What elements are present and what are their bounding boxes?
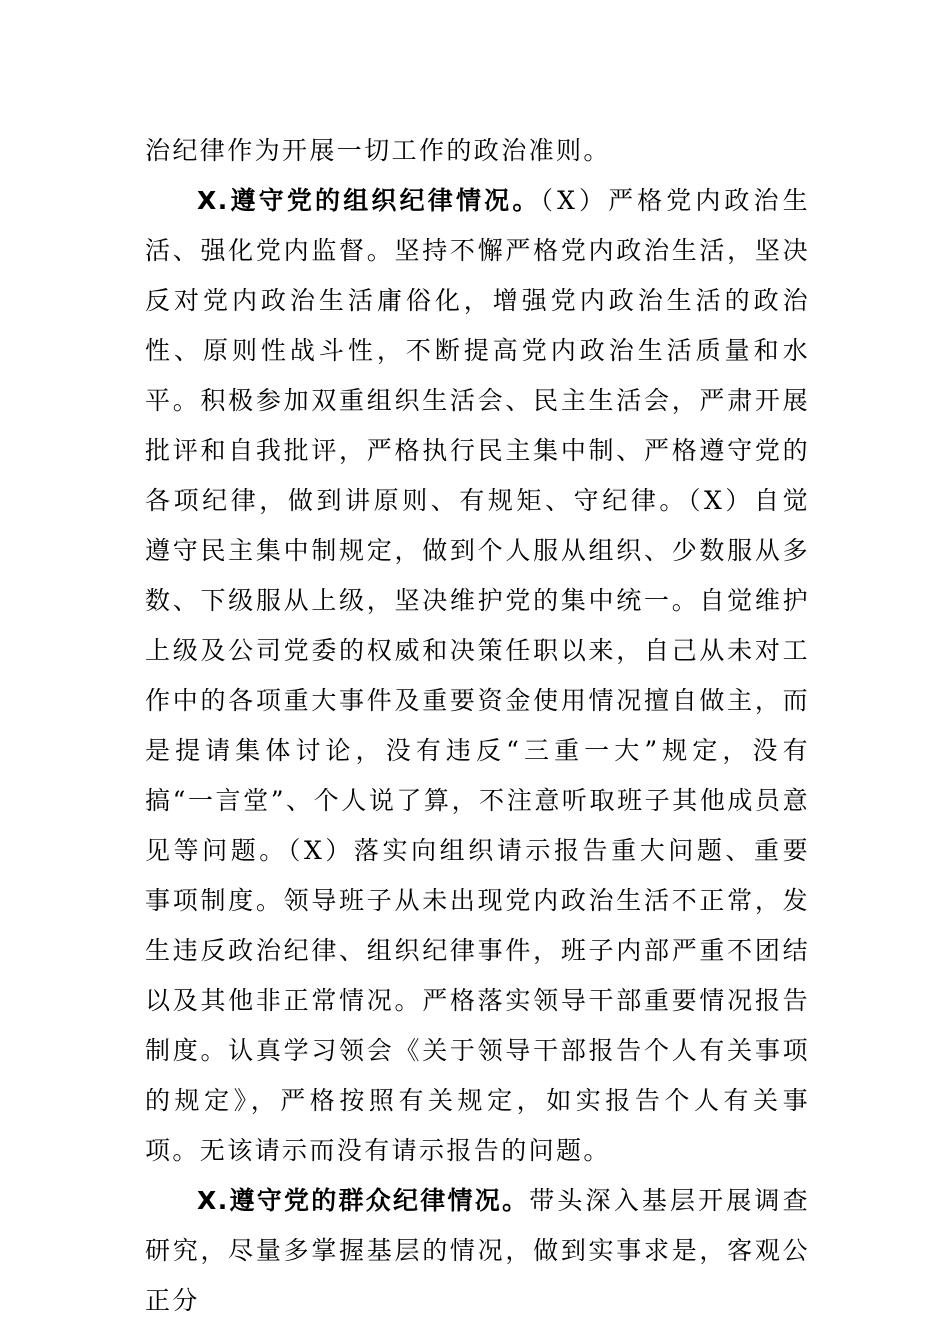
paragraph-continuation bbox=[145, 126, 810, 176]
paragraph-organizational-discipline bbox=[145, 176, 810, 1176]
section-heading: X.遵守党的组织纪律情况。 bbox=[197, 186, 541, 215]
section-heading: X.遵守党的群众纪律情况。 bbox=[197, 1186, 530, 1215]
document-body bbox=[145, 126, 810, 1326]
paragraph-text: （X）严格党内政治生活、强化党内监督。坚持不懈严格党内政治生活，坚决反对党内政治生活庸俗化，增强党内政治生活的政治性、原则性战斗性，不断提高党内政治生活质量和水平。积极参加双重组织生活会、民主生活会，严肃开展批评和自我批评，严格执行民主集中制、严格遵守党的各项纪律，做到讲原则、有规矩、守纪律。（X）自觉遵守民主集中制规定，做到个人服从组织、少数服从多数、下级服从上级，坚决维护党的集中统一。自觉维护上级及公司党委的权威和决策任职以来，自己从未对工作中的各项重大事件及重要资金使用情况擅自做主，而是提请集体讨论，没有违反“三重一大”规定，没有搞“一言堂”、个人说了算，不注意听取班子其他成员意见等问题。（X）落实向组织请示报告重大问题、重要事项制度。领导班子从未出现党内政治生活不正常，发生违反政治纪律、组织纪律事件，班子内部严重不团结以及其他非正常情况。严格落实领导干部重要情况报告制度。认真学习领会《关于领导干部报告个人有关事项的规定》，严格按照有关规定，如实报告个人有关事项。无该请示而没有请示报告的问题。 bbox=[145, 186, 810, 1165]
paragraph-text: 治纪律作为开展一切工作的政治准则。 bbox=[145, 136, 611, 165]
paragraph-text: 带头深入基层开展调查研究，尽量多掌握基层的情况，做到实事求是，客观公正分 bbox=[145, 1186, 810, 1315]
paragraph-mass-discipline bbox=[145, 1176, 810, 1326]
